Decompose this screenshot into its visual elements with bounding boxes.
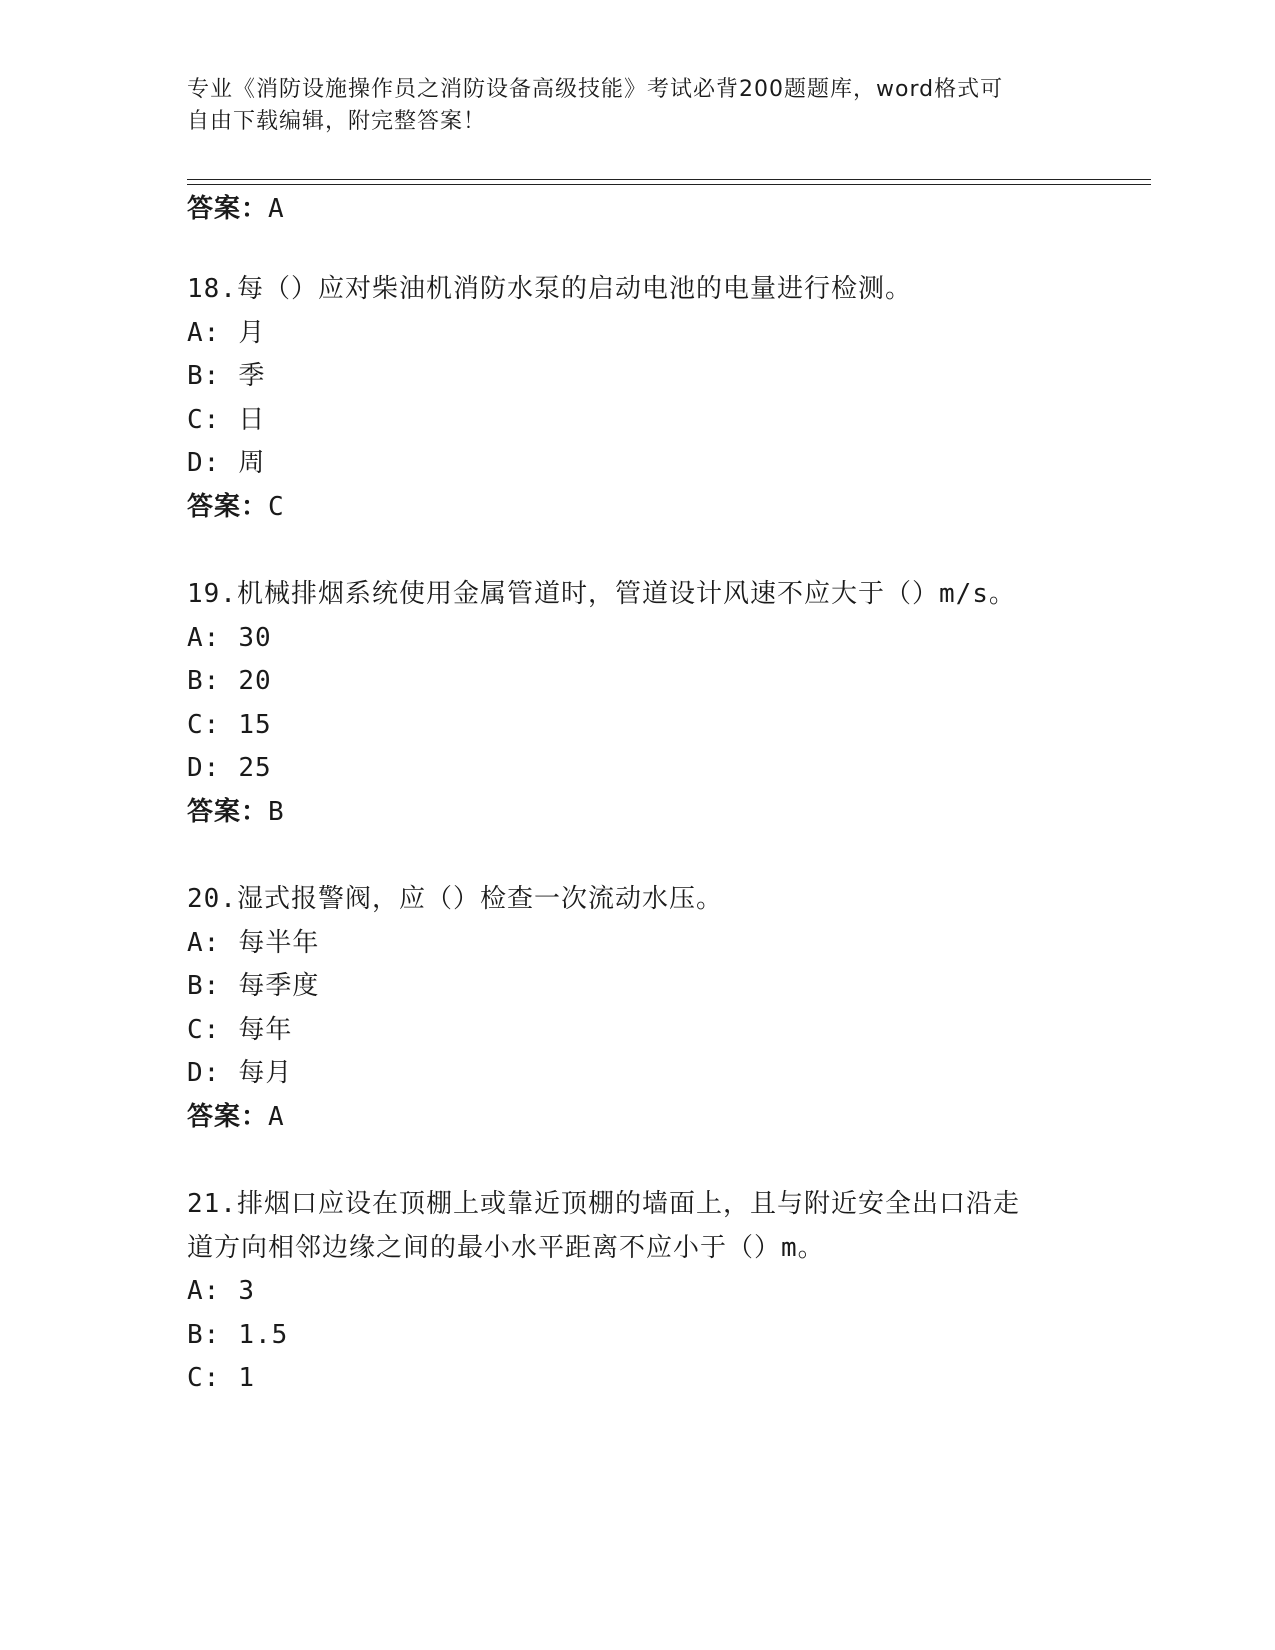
option-text: 每季度 <box>238 971 320 1001</box>
option-key: B: <box>187 1320 221 1350</box>
option-text: 1.5 <box>238 1320 289 1350</box>
option-text: 15 <box>238 710 272 740</box>
question-20-answer <box>187 1100 285 1134</box>
question-20-option-d <box>187 1056 292 1090</box>
option-key: C: <box>187 1015 221 1045</box>
question-18-option-b <box>187 359 265 393</box>
option-key: C: <box>187 1363 221 1393</box>
header-divider-bottom <box>187 184 1151 185</box>
option-text: 每月 <box>238 1058 293 1088</box>
question-21-option-c <box>187 1361 255 1395</box>
question-20-stem: 20.湿式报警阀，应（）检查一次流动水压。 <box>187 884 723 914</box>
answer-label: 答案： <box>187 797 269 827</box>
answer-value: A <box>268 1102 285 1132</box>
option-key: C: <box>187 710 221 740</box>
option-key: A: <box>187 318 221 348</box>
option-key: A: <box>187 623 221 653</box>
option-text: 每半年 <box>238 928 320 958</box>
option-text: 20 <box>238 666 272 696</box>
option-text: 30 <box>238 623 272 653</box>
option-text: 日 <box>238 405 266 435</box>
question-21-option-a <box>187 1274 255 1308</box>
question-21-stem-line-1: 21.排烟口应设在顶棚上或靠近顶棚的墙面上，且与附近安全出口沿走 <box>187 1189 1020 1219</box>
option-text: 周 <box>238 448 266 478</box>
question-18-stem: 18.每（）应对柴油机消防水泵的启动电池的电量进行检测。 <box>187 274 912 304</box>
document-header <box>187 74 1067 138</box>
option-key: D: <box>187 448 221 478</box>
option-key: D: <box>187 753 221 783</box>
question-19-option-b <box>187 664 272 698</box>
option-text: 1 <box>238 1363 255 1393</box>
question-21-option-b <box>187 1318 288 1352</box>
question-19-answer <box>187 795 285 829</box>
question-18-option-a <box>187 316 265 350</box>
option-text: 每年 <box>238 1015 293 1045</box>
option-text: 季 <box>238 361 266 391</box>
answer-line-prev <box>187 192 285 226</box>
question-19-stem: 19.机械排烟系统使用金属管道时，管道设计风速不应大于（）m/s。 <box>187 579 1016 609</box>
answer-label: 答案： <box>187 1102 269 1132</box>
answer-value: C <box>268 492 285 522</box>
question-19-option-a <box>187 621 272 655</box>
option-key: B: <box>187 361 221 391</box>
option-key: B: <box>187 971 221 1001</box>
answer-label: 答案： <box>187 194 269 224</box>
question-19-option-c <box>187 708 272 742</box>
question-20-option-c <box>187 1013 292 1047</box>
option-text: 月 <box>238 318 266 348</box>
header-divider-top <box>187 179 1151 180</box>
question-21-stem-line-2: 道方向相邻边缘之间的最小水平距离不应小于（）m。 <box>187 1233 825 1263</box>
question-20-option-b <box>187 969 319 1003</box>
option-key: A: <box>187 928 221 958</box>
question-18-answer <box>187 490 285 524</box>
question-18-option-c <box>187 403 265 437</box>
option-key: C: <box>187 405 221 435</box>
answer-label: 答案： <box>187 492 269 522</box>
option-text: 25 <box>238 753 272 783</box>
header-line-1: 专业《消防设施操作员之消防设备高级技能》考试必背200题题库，word格式可 <box>187 77 1004 102</box>
option-text: 3 <box>238 1276 255 1306</box>
option-key: D: <box>187 1058 221 1088</box>
question-18-option-d <box>187 446 265 480</box>
header-line-2: 自由下载编辑，附完整答案！ <box>187 109 487 134</box>
option-key: B: <box>187 666 221 696</box>
option-key: A: <box>187 1276 221 1306</box>
question-20-option-a <box>187 926 319 960</box>
answer-value: B <box>268 797 285 827</box>
question-19-option-d <box>187 751 272 785</box>
answer-value: A <box>268 194 285 224</box>
